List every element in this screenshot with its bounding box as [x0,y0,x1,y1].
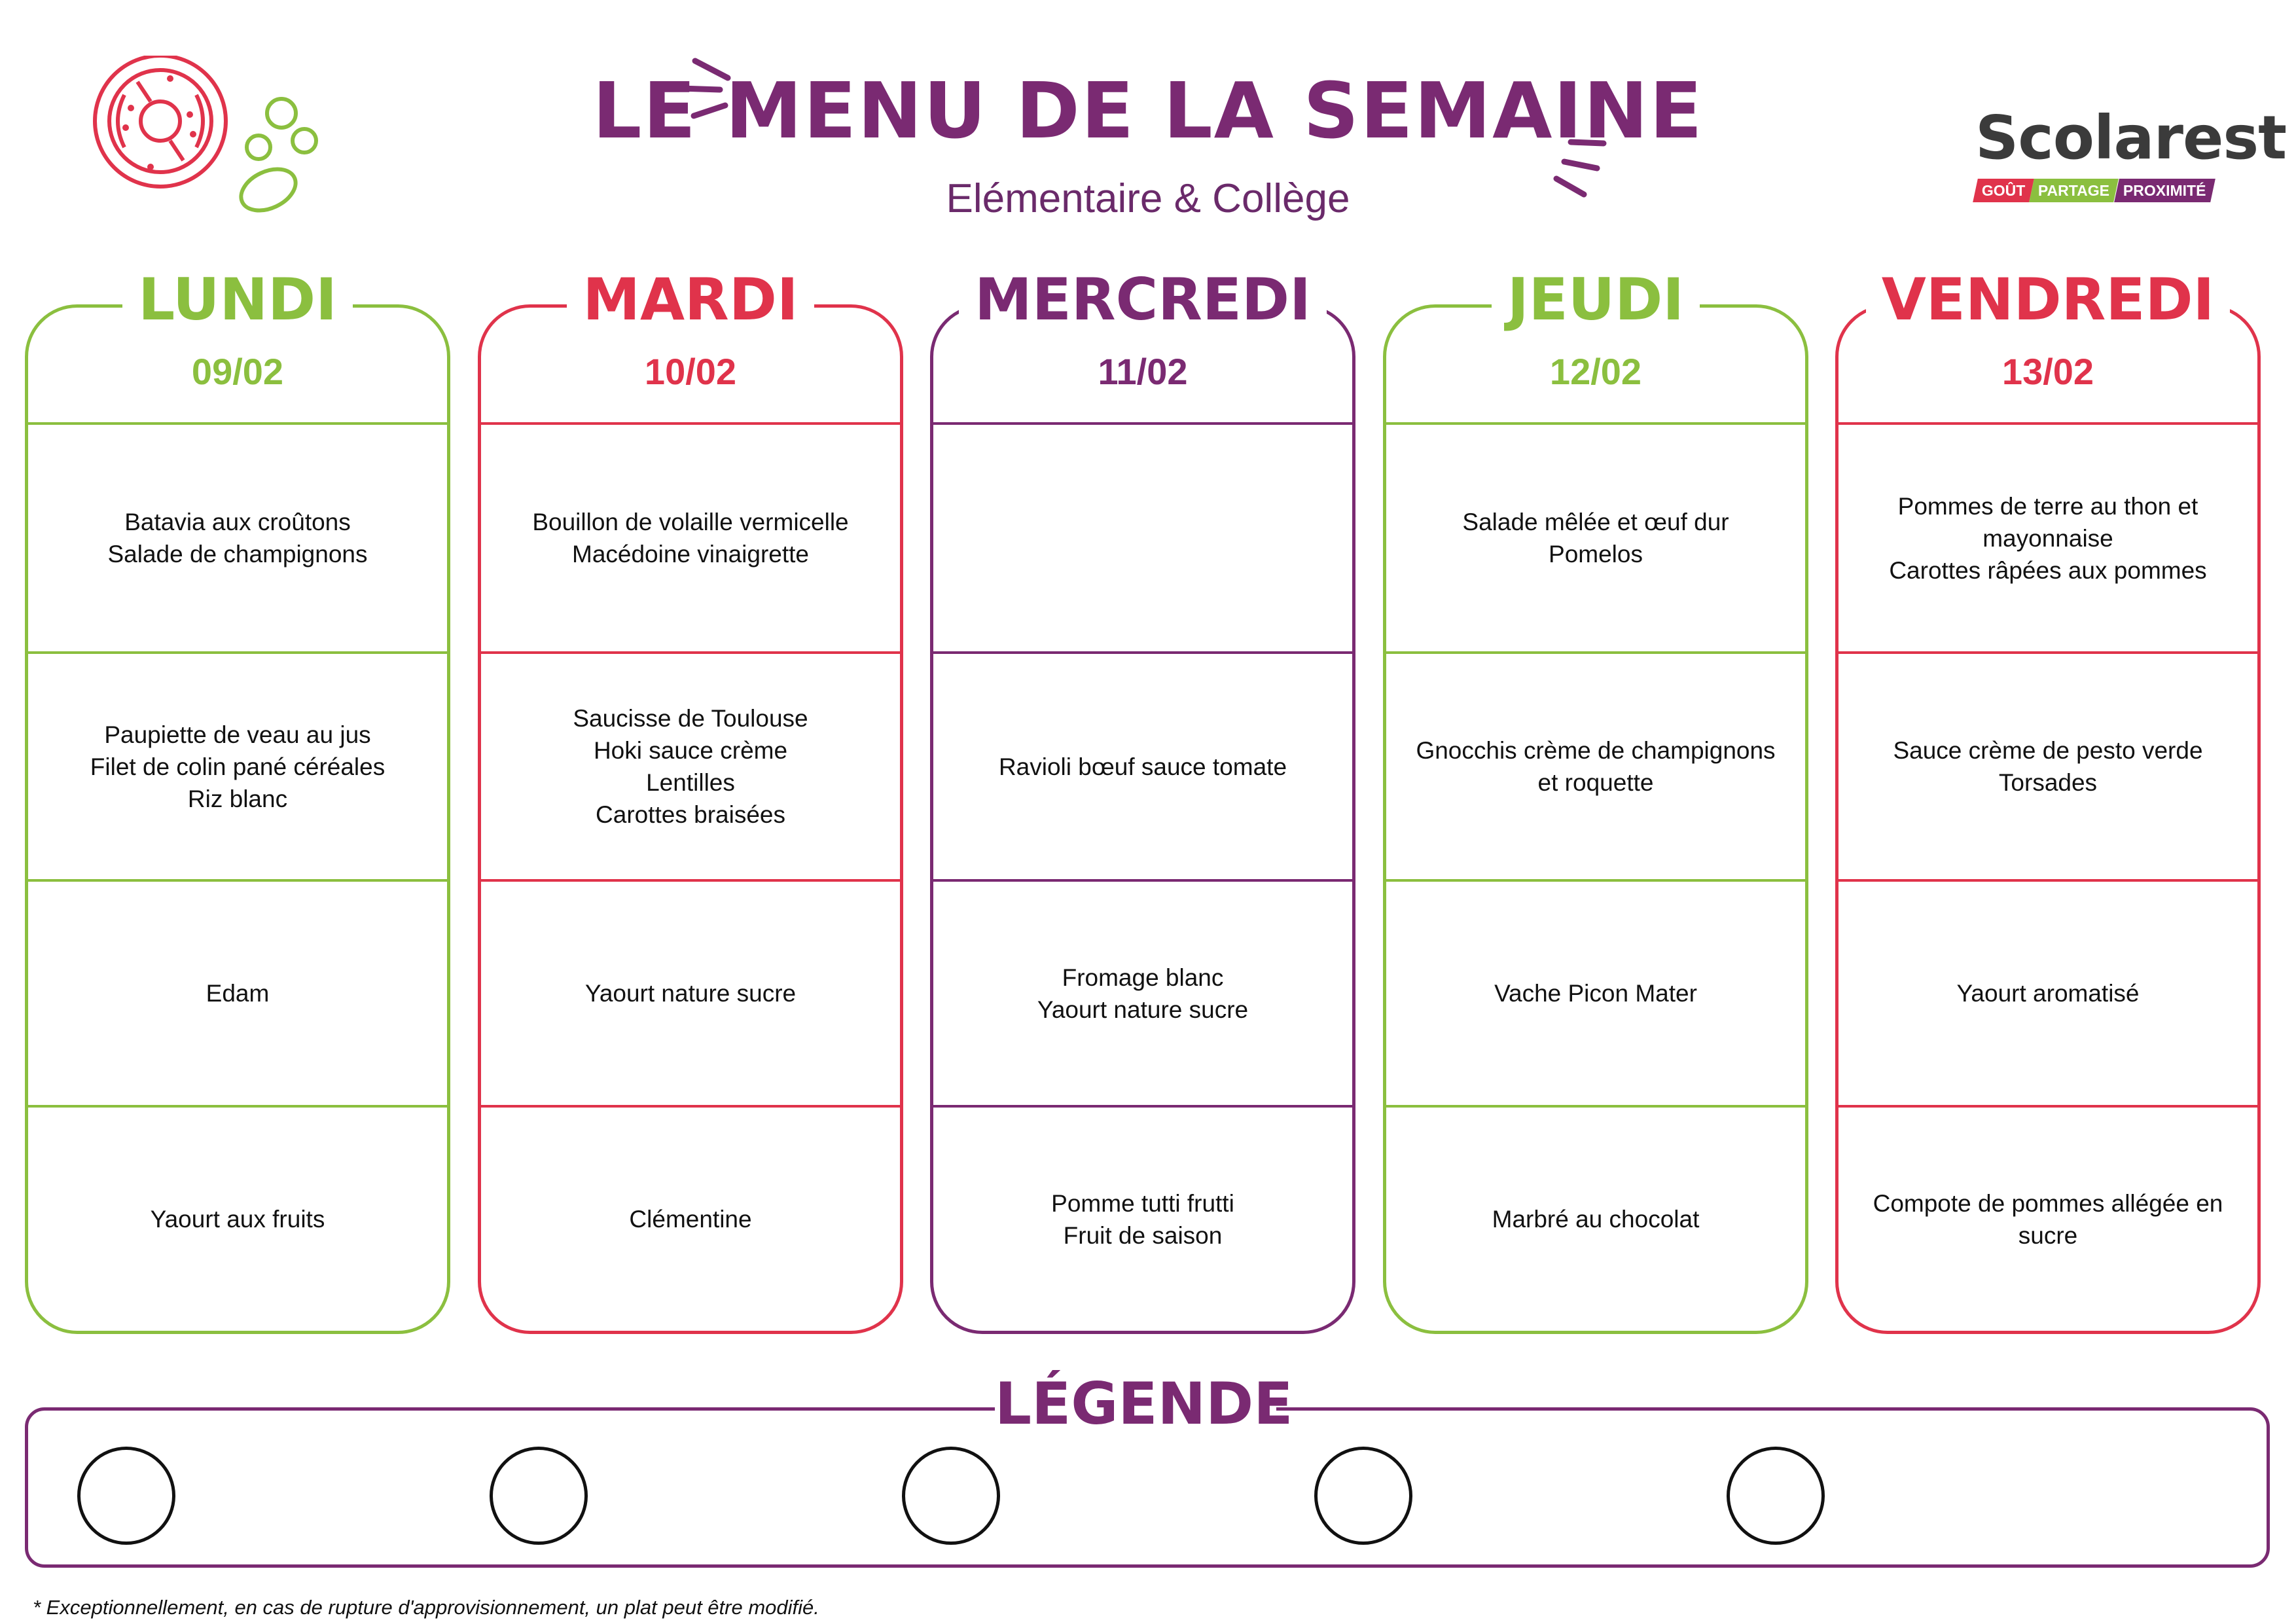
menu-course-row [1839,879,2257,1105]
menu-item: Batavia aux croûtons [124,509,351,535]
day-name: VENDREDI [1835,262,2261,337]
menu-course-row [1386,879,1805,1105]
scolarest-logo [1975,103,2287,206]
day-date: 09/02 [191,351,284,392]
legend-icon-slot [490,1447,588,1545]
menu-item: Salade de champignons [107,541,368,568]
menu-item: Saucisse de Toulouse [573,705,808,732]
menu-course-row [933,1105,1352,1331]
menu-course-row [1386,422,1805,651]
day-column-mercredi [930,262,1355,1334]
menu-item: Bouillon de volaille vermicelle [532,509,849,535]
menu-course-row [28,879,447,1105]
day-date: 10/02 [644,351,737,392]
menu-course-row [481,651,900,879]
menu-course-row [1839,651,2257,879]
menu-item: Lentilles [646,769,735,796]
day-column-jeudi [1383,262,1808,1334]
menu-item: Edam [206,980,270,1007]
logo-tagline-proximite: PROXIMITÉ [2114,179,2215,202]
legend-icon-slot [1314,1447,1412,1545]
menu-item: Yaourt nature sucre [584,980,797,1007]
menu-course-row [933,879,1352,1105]
day-column-vendredi [1835,262,2261,1334]
menu-course-row [28,1105,447,1331]
menu-item: Pomelos [1549,541,1643,568]
menu-item: Fromage blanc [1062,964,1224,991]
day-date: 13/02 [2001,351,2094,392]
menu-item: Compote de pommes allégée en sucre [1873,1189,2223,1249]
menu-item: Gnocchis crème de champignons et roquette [1416,737,1776,796]
menu-item: Marbré au chocolat [1492,1206,1700,1233]
menu-item: Pomme tutti frutti [1051,1189,1234,1217]
menu-item: Ravioli bœuf sauce tomate [998,753,1287,780]
header [0,65,2296,222]
day-name: MERCREDI [930,262,1355,337]
menu-item: Vache Picon Mater [1494,980,1697,1007]
menu-item: Carottes braisées [596,801,785,828]
menu-item: Macédoine vinaigrette [572,541,809,568]
legend-icon-slot [77,1447,175,1545]
menu-item: Clémentine [629,1206,752,1233]
menu-course-row [1386,1105,1805,1331]
logo-wordmark: Scolarest [1975,103,2287,173]
menu-course-row [1839,422,2257,651]
page-subtitle: Elémentaire & Collège [946,176,1350,221]
menu-item: Carottes râpées aux pommes [1889,556,2207,584]
day-name: JEUDI [1383,262,1808,337]
menu-item: Riz blanc [187,785,288,812]
day-column-lundi [25,262,450,1334]
day-name: MARDI [478,262,903,337]
day-column-mardi [478,262,903,1334]
menu-item: Fruit de saison [1063,1221,1223,1249]
legend-title: LÉGENDE [995,1365,1276,1443]
footnote: * Exceptionnellement, en cas de rupture d'approvisionnement, un plat peut être modifié. [33,1596,819,1619]
menu-item: Sauce crème de pesto verde [1893,737,2203,764]
menu-course-row [481,1105,900,1331]
day-date: 12/02 [1549,351,1642,392]
menu-item: Torsades [1998,769,2098,796]
menu-item: Pommes de terre au thon et mayonnaise [1897,492,2198,552]
legend-icon-slot [1727,1447,1825,1545]
legend-icon-slot [902,1447,1000,1545]
menu-item: Paupiette de veau au jus [104,721,371,748]
menu-item: Yaourt aux fruits [150,1206,325,1233]
logo-tagline-bar [1975,179,2212,202]
menu-course-row [481,879,900,1105]
day-name: LUNDI [25,262,450,337]
menu-course-row [481,422,900,651]
menu-course-row [933,651,1352,879]
menu-course-row [1386,651,1805,879]
menu-course-row [28,651,447,879]
day-date: 11/02 [1098,351,1188,392]
logo-tagline-partage: PARTAGE [2030,179,2119,202]
menu-course-row [933,422,1352,651]
menu-item: Hoki sauce crème [593,737,788,764]
menu-course-row [28,422,447,651]
menu-course-row [1839,1105,2257,1331]
logo-tagline-gout: GOÛT [1973,179,2034,202]
menu-item: Yaourt nature sucre [1037,996,1249,1023]
menu-item: Yaourt aromatisé [1956,980,2140,1007]
menu-item: Filet de colin pané céréales [90,753,386,780]
menu-item: Salade mêlée et œuf dur [1462,509,1729,535]
page-title: LE MENU DE LA SEMAINE [592,65,1704,156]
